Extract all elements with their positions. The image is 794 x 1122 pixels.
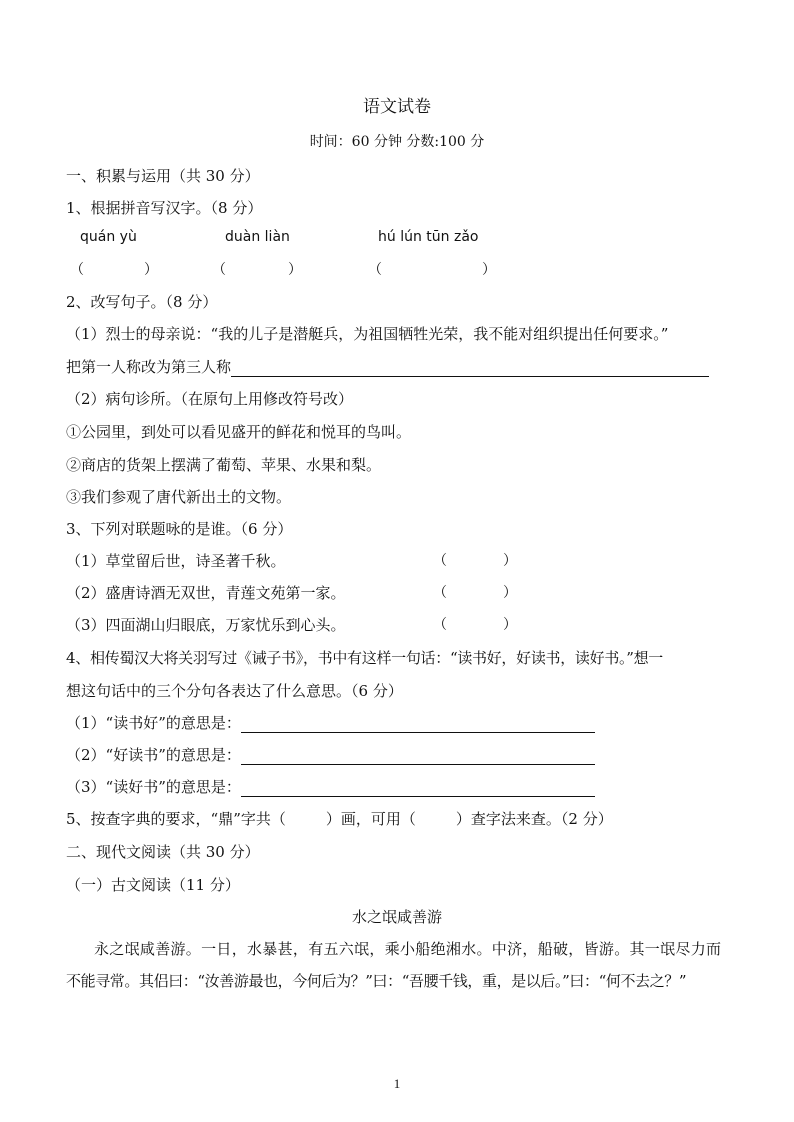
item-label: （1）“读书好”的意思是： [66,714,241,732]
answer-line[interactable] [241,780,595,797]
question-2-label: 2、改写句子。（8 分） [66,293,218,311]
question-3-label: 3、下列对联题咏的是谁。（6 分） [66,520,293,538]
question-2-part-1: （1）烈士的母亲说：“我的儿子是潜艇兵，为祖国牺牲光荣，我不能对组织提出任何要求。” [66,325,669,343]
couplet-1: （1）草堂留后世，诗圣著千秋。 [66,552,286,570]
question-4-label-line-2: 想这句话中的三个分句各表达了什么意思。（6 分） [66,682,403,700]
couplet-2: （2）盛唐诗酒无双世，青莲文苑第一家。 [66,584,346,602]
section-1-heading: 一、积累与运用（共 30 分） [66,167,260,185]
item-label: （2）“好读书”的意思是： [66,746,241,764]
sentence-2: ②商店的货架上摆满了葡萄、苹果、水果和梨。 [66,456,382,474]
passage-line-1: 永之氓咸善游。一日，水暴甚，有五六氓，乘小船绝湘水。中济，船破，皆游。其一氓尽力而 [94,940,722,958]
question-2-part-2: （2）病句诊所。（在原句上用修改符号改） [66,390,354,408]
pinyin-2: duàn liàn [225,229,290,245]
answer-line[interactable] [241,716,595,733]
subsection-heading: （一）古文阅读（11 分） [66,876,240,894]
question-4-label-line-1: 4、相传蜀汉大将关羽写过《诫子书》，书中有这样一句话：“读书好，好读书，读好书。”想一 [66,649,663,667]
question-4-item-1 [66,712,595,733]
answer-line[interactable] [231,360,709,377]
answer-line[interactable] [241,748,595,765]
question-5 [66,808,613,829]
answer-blank-3[interactable]: （ ） [368,262,496,278]
sentence-1: ①公园里，到处可以看见盛开的鲜花和悦耳的鸟叫。 [66,423,412,441]
question-5-part-c: ）查字法来查。（2 分） [455,810,613,828]
page-title: 语文试卷 [363,97,431,117]
exam-info: 时间：60 分钟 分数:100 分 [309,134,485,150]
couplet-answer-2[interactable]: （ ） [433,585,517,601]
section-2-heading: 二、现代文阅读（共 30 分） [66,843,260,861]
passage-title: 水之氓咸善游 [351,908,442,926]
question-5-part-a: 5、按查字典的要求，“鼎”字共（ [66,810,286,828]
answer-blank-1[interactable]: （ ） [70,262,158,278]
question-4-item-2 [66,744,595,765]
page-number: 1 [393,1076,401,1091]
pinyin-3: hú lún tūn zǎo [378,229,479,245]
item-label: （3）“读好书”的意思是： [66,778,241,796]
instruction-text: 把第一人称改为第三人称 [66,358,232,376]
question-5-part-b: ）画，可用（ [325,810,416,828]
answer-blank-2[interactable]: （ ） [212,262,302,278]
sentence-3: ③我们参观了唐代新出土的文物。 [66,488,292,506]
question-1-label: 1、根据拼音写汉字。（8 分） [66,199,263,217]
couplet-3: （3）四面湖山归眼底，万家忧乐到心头。 [66,616,346,634]
question-2-instruction [66,356,709,377]
question-4-item-3 [66,776,595,797]
couplet-answer-3[interactable]: （ ） [433,617,517,633]
couplet-answer-1[interactable]: （ ） [433,553,517,569]
pinyin-1: quán yù [80,229,137,245]
passage-line-2: 不能寻常。其侣曰：“汝善游最也，今何后为？”曰：“吾腰千钱，重，是以后。”曰：“何不去之？” [66,972,687,990]
